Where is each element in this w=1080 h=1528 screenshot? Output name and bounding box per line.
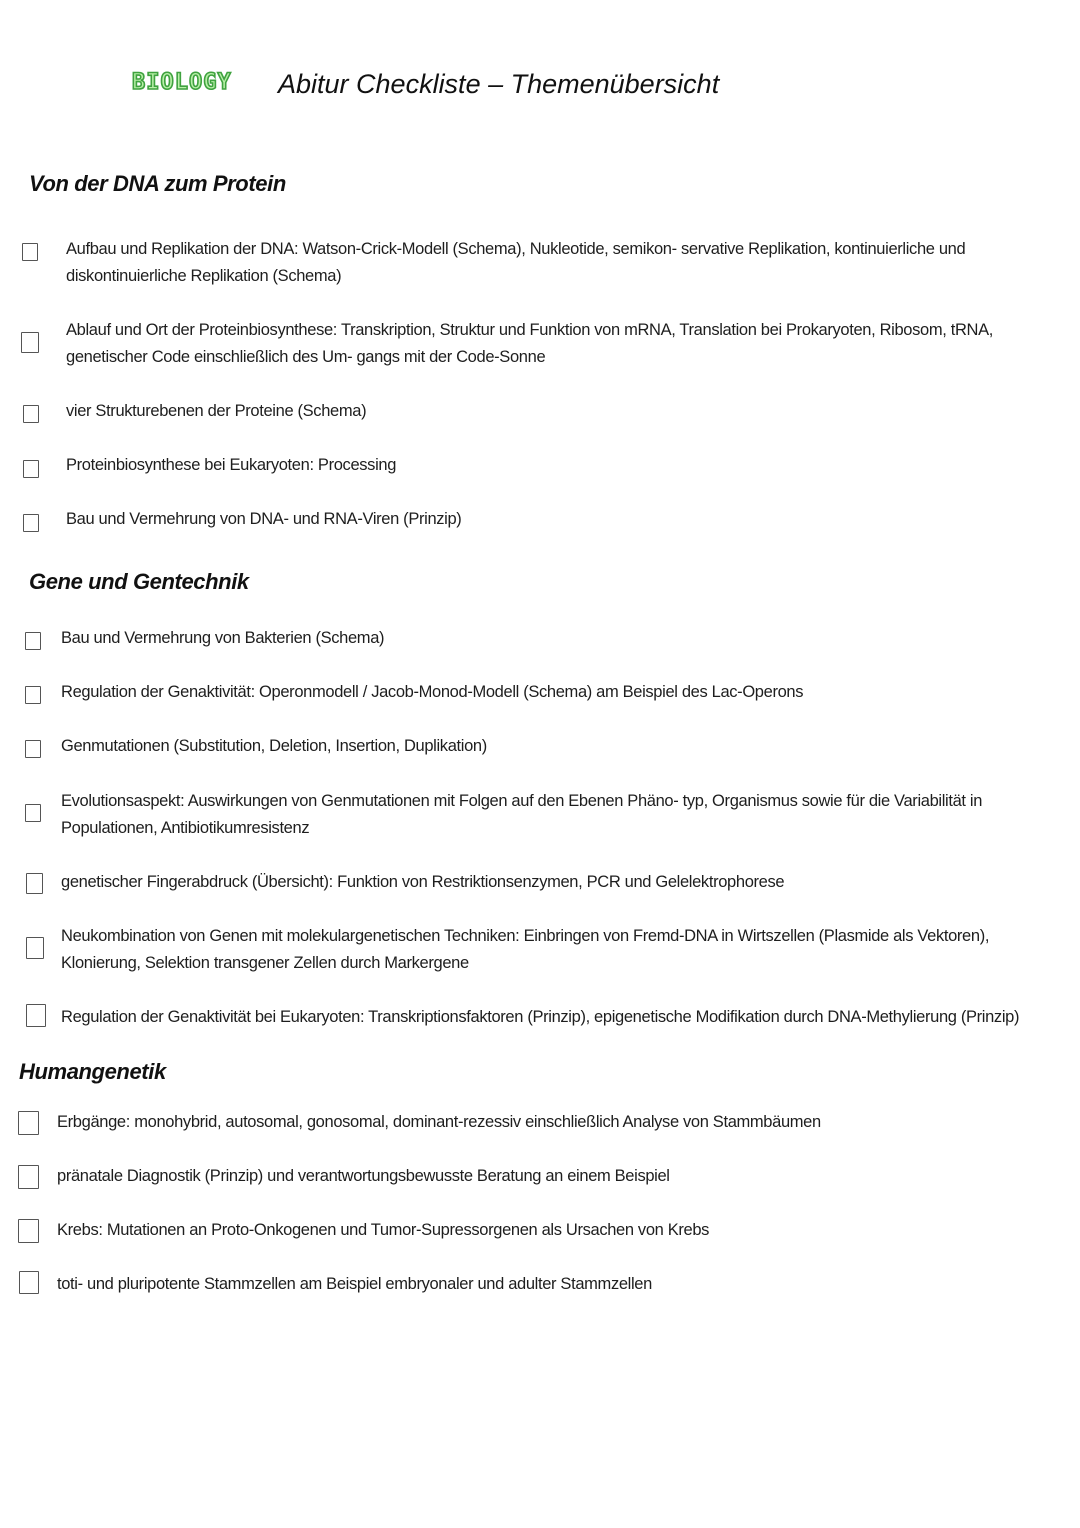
checklist-item-text: Neukombination von Genen mit molekulargenetischen Techniken: Einbringen von Fremd-DNA in Wirtszellen (Plasmide als Vektoren), Klonierung, Selektion transgener Zellen durch Markergene bbox=[61, 927, 990, 972]
checkbox[interactable] bbox=[19, 1271, 39, 1294]
checklist-item-text: Regulation der Genaktivität: Operonmodell / Jacob-Monod-Modell (Schema) am Beispiel des Lac-Operons bbox=[61, 683, 804, 701]
checkbox[interactable] bbox=[26, 937, 44, 959]
checkbox[interactable] bbox=[26, 1004, 46, 1027]
checklist-item-text: Aufbau und Replikation der DNA: Watson-Crick-Modell (Schema), Nukleotide, semikon- servative Replikation, kontinuierliche und diskontinuierliche Replikation (Schema) bbox=[66, 240, 966, 285]
checklist-item-text: Ablauf und Ort der Proteinbiosynthese: Transkription, Struktur und Funktion von mRNA, Translation bei Prokaryoten, Ribosom, tRNA, genetischer Code einschließlich des Um- gangs mit der Code-Sonne bbox=[66, 321, 993, 366]
checklist-item-text: Evolutionsaspekt: Auswirkungen von Genmutationen mit Folgen auf den Ebenen Phäno- typ, Organismus sowie für die Variabilität in Populationen, Antibiotikumresistenz bbox=[61, 792, 983, 837]
checkbox[interactable] bbox=[26, 873, 43, 894]
checklist-item-text: vier Strukturebenen der Proteine (Schema) bbox=[66, 402, 367, 420]
checklist-item-text: Erbgänge: monohybrid, autosomal, gonosomal, dominant-rezessiv einschließlich Analyse von Stammbäumen bbox=[57, 1113, 821, 1131]
checkbox[interactable] bbox=[22, 243, 38, 261]
checkbox[interactable] bbox=[18, 1111, 39, 1135]
checkbox[interactable] bbox=[25, 632, 41, 650]
section-heading-dna-protein: Von der DNA zum Protein bbox=[29, 171, 286, 196]
checklist-item-text: toti- und pluripotente Stammzellen am Beispiel embryonaler und adulter Stammzellen bbox=[57, 1275, 652, 1293]
checklist-item-text: Bau und Vermehrung von DNA- und RNA-Viren (Prinzip) bbox=[66, 510, 462, 528]
checklist-item-text: Genmutationen (Substitution, Deletion, Insertion, Duplikation) bbox=[61, 737, 487, 755]
document-header bbox=[0, 0, 1080, 120]
document-title: Abitur Checkliste – Themenübersicht bbox=[278, 69, 720, 99]
checkbox[interactable] bbox=[25, 804, 41, 822]
section-heading-gene-gentechnik: Gene und Gentechnik bbox=[29, 569, 249, 594]
checkbox[interactable] bbox=[23, 514, 39, 532]
checkbox[interactable] bbox=[25, 740, 41, 758]
checklist-item-text: Krebs: Mutationen an Proto-Onkogenen und Tumor-Supressorgenen als Ursachen von Krebs bbox=[57, 1221, 710, 1239]
checkbox[interactable] bbox=[23, 460, 39, 478]
checklist-item-text: genetischer Fingerabdruck (Übersicht): Funktion von Restriktionsenzymen, PCR und Gelelektrophorese bbox=[61, 873, 785, 891]
checklist-item-text: Bau und Vermehrung von Bakterien (Schema) bbox=[61, 629, 385, 647]
checkbox[interactable] bbox=[21, 332, 39, 353]
checklist-item-text: Proteinbiosynthese bei Eukaryoten: Processing bbox=[66, 456, 397, 474]
biology-logo: BIOLOGY bbox=[132, 70, 232, 95]
section-heading-humangenetik: Humangenetik bbox=[19, 1059, 166, 1084]
checkbox[interactable] bbox=[23, 405, 39, 423]
checklist-item-text: pränatale Diagnostik (Prinzip) und verantwortungsbewusste Beratung an einem Beispiel bbox=[57, 1167, 670, 1185]
checklist-item-text: Regulation der Genaktivität bei Eukaryoten: Transkriptionsfaktoren (Prinzip), epigenetische Modifikation durch DNA-Methylierung (Prinzip) bbox=[61, 1008, 1020, 1026]
checkbox[interactable] bbox=[18, 1219, 39, 1243]
checkbox[interactable] bbox=[18, 1165, 39, 1189]
checkbox[interactable] bbox=[25, 686, 41, 704]
